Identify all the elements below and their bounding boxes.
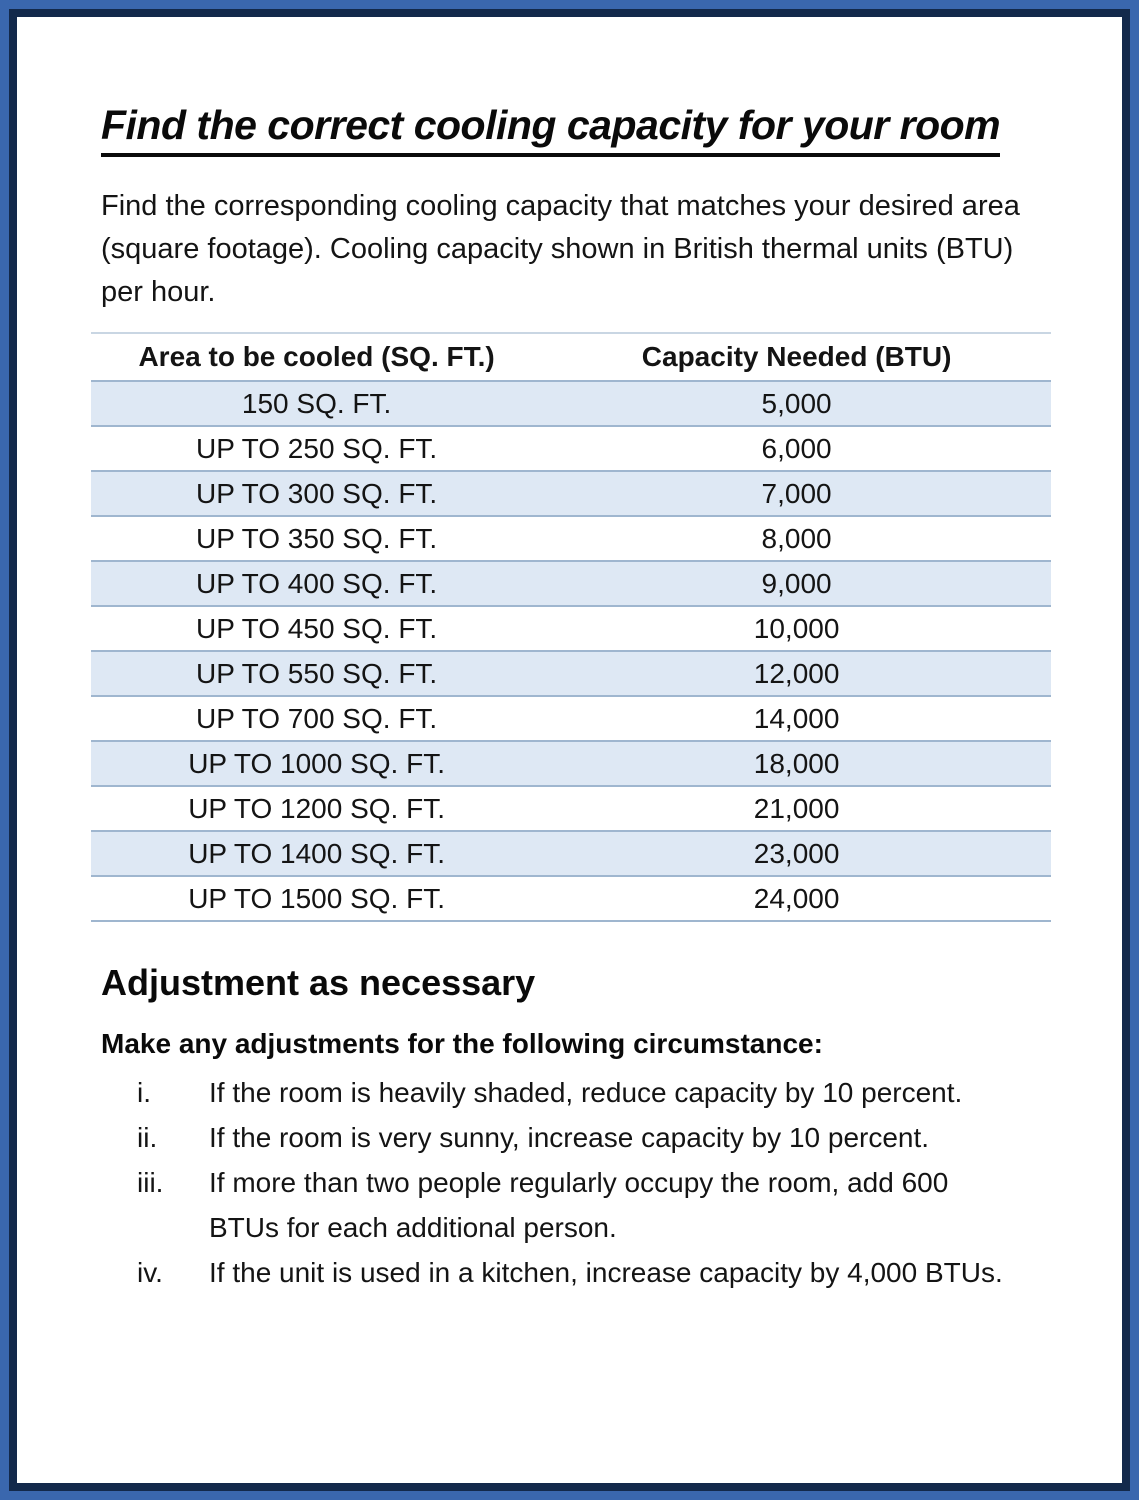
adjustment-list xyxy=(101,1070,1122,1295)
area-cell: UP TO 1500 SQ. FT. xyxy=(91,876,542,921)
list-marker: i. xyxy=(137,1077,151,1109)
list-text: If the room is heavily shaded, reduce capacity by 10 percent. xyxy=(209,1077,963,1109)
area-cell: UP TO 1400 SQ. FT. xyxy=(91,831,542,876)
list-text: If the room is very sunny, increase capacity by 10 percent. xyxy=(209,1122,930,1154)
table-row xyxy=(91,876,1051,921)
table-row xyxy=(91,471,1051,516)
capacity-cell: 8,000 xyxy=(542,516,1051,561)
area-cell: UP TO 350 SQ. FT. xyxy=(91,516,542,561)
area-cell: UP TO 300 SQ. FT. xyxy=(91,471,542,516)
table-row xyxy=(91,786,1051,831)
capacity-cell: 12,000 xyxy=(542,651,1051,696)
table-row xyxy=(91,831,1051,876)
table-header-row xyxy=(91,333,1051,381)
adjustment-lead: Make any adjustments for the following circumstance: xyxy=(101,1028,823,1060)
area-cell: UP TO 1200 SQ. FT. xyxy=(91,786,542,831)
table-header-capacity: Capacity Needed (BTU) xyxy=(542,333,1051,381)
list-marker: iii. xyxy=(137,1167,164,1199)
area-cell: UP TO 250 SQ. FT. xyxy=(91,426,542,471)
list-item xyxy=(101,1070,1122,1115)
table-row xyxy=(91,606,1051,651)
capacity-cell: 14,000 xyxy=(542,696,1051,741)
area-cell: UP TO 1000 SQ. FT. xyxy=(91,741,542,786)
page-title-text: Find the correct cooling capacity for your room xyxy=(101,101,1000,157)
area-cell: UP TO 450 SQ. FT. xyxy=(91,606,542,651)
capacity-cell: 7,000 xyxy=(542,471,1051,516)
area-cell: UP TO 700 SQ. FT. xyxy=(91,696,542,741)
list-item xyxy=(101,1115,1122,1160)
table-row xyxy=(91,516,1051,561)
list-text: If more than two people regularly occupy the room, add 600 BTUs for each additional person. xyxy=(209,1167,949,1244)
table-header-area: Area to be cooled (SQ. FT.) xyxy=(91,333,542,381)
section-heading: Adjustment as necessary xyxy=(101,962,536,1004)
capacity-table xyxy=(91,332,1051,922)
list-item xyxy=(101,1250,1122,1295)
page-content xyxy=(9,9,1130,1491)
list-marker: ii. xyxy=(137,1122,158,1154)
table-row xyxy=(91,561,1051,606)
intro-paragraph: Find the corresponding cooling capacity that matches your desired area (square footage). Cooling capacity shown in British thermal units (BTU) per hour. xyxy=(101,190,1020,309)
area-cell: UP TO 400 SQ. FT. xyxy=(91,561,542,606)
area-cell: 150 SQ. FT. xyxy=(91,381,542,426)
table-row xyxy=(91,651,1051,696)
table-row xyxy=(91,741,1051,786)
page-title xyxy=(101,101,1122,157)
table-row xyxy=(91,426,1051,471)
table-row xyxy=(91,381,1051,426)
capacity-cell: 6,000 xyxy=(542,426,1051,471)
capacity-cell: 18,000 xyxy=(542,741,1051,786)
list-item xyxy=(101,1160,1122,1250)
capacity-cell: 9,000 xyxy=(542,561,1051,606)
capacity-cell: 5,000 xyxy=(542,381,1051,426)
list-marker: iv. xyxy=(137,1257,163,1289)
capacity-cell: 21,000 xyxy=(542,786,1051,831)
capacity-cell: 23,000 xyxy=(542,831,1051,876)
capacity-cell: 10,000 xyxy=(542,606,1051,651)
table-row xyxy=(91,696,1051,741)
list-text: If the unit is used in a kitchen, increase capacity by 4,000 BTUs. xyxy=(209,1257,1003,1289)
capacity-cell: 24,000 xyxy=(542,876,1051,921)
area-cell: UP TO 550 SQ. FT. xyxy=(91,651,542,696)
